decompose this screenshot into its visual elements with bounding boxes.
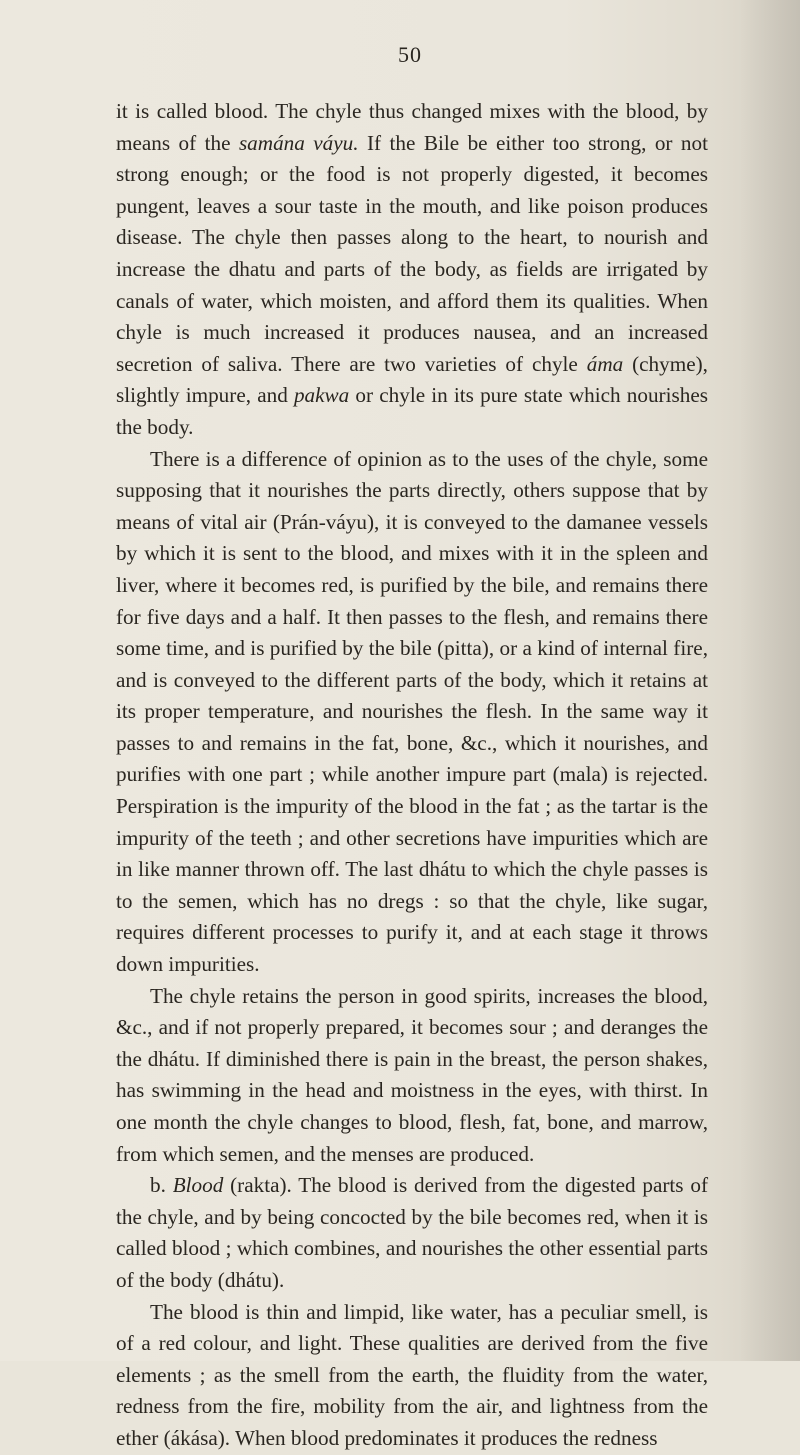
body-text — [116, 96, 708, 1455]
text-run-italic: Blood — [172, 1173, 224, 1198]
page-edge-shadow — [740, 0, 800, 1361]
text-run: or chyle in its pure state which nourishes the body. — [116, 383, 708, 439]
text-run: (chyme), slightly impure, and — [116, 351, 708, 408]
paragraph-5 — [116, 1297, 708, 1455]
text-run: The blood is thin and limpid, like water, has a peculiar smell, is of a red colour, and light. These qualities are derived from the five elements ; as the smell from the earth, the fluidity from the water, redness from the fire, mobility from the air, and lightness from the ether (ákása). When blood predominates it produces the redness — [116, 1299, 708, 1450]
paragraph-2 — [116, 444, 708, 981]
paragraph-4 — [116, 1170, 708, 1296]
page-number: 50 — [398, 42, 422, 67]
text-run-italic: áma — [586, 351, 624, 376]
text-run: The chyle retains the person in good spirits, increases the blood, &c., and if not properly prepared, it becomes sour ; and deranges the the dhátu. If diminished there is pain in the breast, the person shakes, has swimming in the head and moistness in the eyes, with thirst. In one month the chyle changes to blood, flesh, fat, bone, and marrow, from which semen, and the menses are produced. — [116, 983, 708, 1166]
text-run: (rakta). The blood is derived from the digested parts of the chyle, and by being concocted by the bile becomes red, when it is called blood ; which combines, and nourishes the other essential parts of the body (dhátu). — [116, 1173, 708, 1292]
text-run-italic: pakwa — [293, 383, 350, 408]
paragraph-1 — [116, 96, 708, 444]
text-run: b. — [150, 1173, 173, 1198]
text-run: it is called blood. The chyle thus changed mixes with the blood, by means of the — [116, 99, 708, 155]
paragraph-3 — [116, 981, 708, 1171]
text-run: There is a difference of opinion as to the uses of the chyle, some supposing that it nourishes the parts directly, others suppose that by means of vital air (Prán-váyu), it is conveyed to the damanee vessels by which it is sent to the blood, and mixes with it in the spleen and liver, where it becomes red, is purified by the bile, and remains there for five days and a half. It then passes to the flesh, and remains there some time, and is purified by the bile (pitta), or a kind of internal fire, and is conveyed to the different parts of the body, which it retains at its proper temperature, and nourishes the flesh. In the same way it passes to and remains in the fat, bone, &c., which it nourishes, and purifies with one part ; while another impure part (mala) is rejected. Perspiration is the impurity of the blood in the fat ; as the tartar is the impurity of the teeth ; and other secretions have impurities which are in like manner thrown off. The last dhátu to which the chyle passes is to the semen, which has no dregs : so that the chyle, like sugar, requires different processes to purify it, and at each stage it throws down impurities. — [116, 446, 708, 977]
text-run: If the Bile be either too strong, or not strong enough; or the food is not properly digested, it becomes pungent, leaves a sour taste in the mouth, and like poison produces disease. The chyle then passes along to the heart, to nourish and increase the dhatu and parts of the body, as fields are irrigated by canals of water, which moisten, and afford them its qualities. When chyle is much increased it produces nausea, and an increased secretion of saliva. There are two varieties of chyle — [116, 130, 708, 376]
text-run-italic: samána váyu. — [238, 130, 359, 155]
